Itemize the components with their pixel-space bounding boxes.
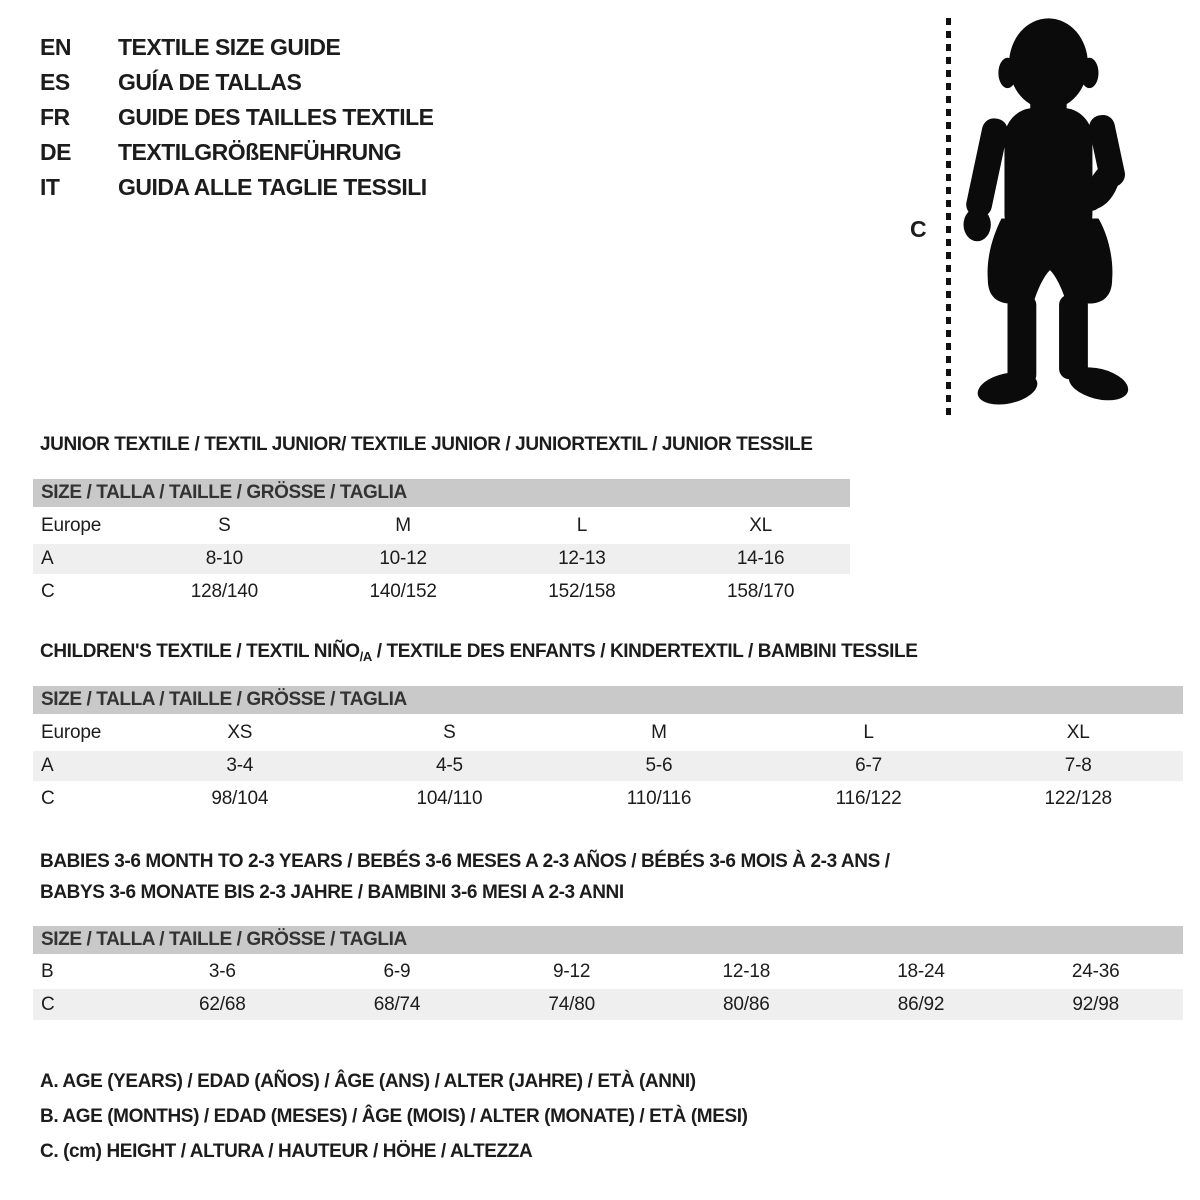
- lang-row-es: [40, 65, 434, 100]
- value-cell: 128/140: [190, 581, 259, 602]
- lang-code: IT: [40, 174, 60, 200]
- size-cell: XS: [227, 721, 253, 743]
- size-cell: M: [395, 514, 411, 536]
- legend-line-a: A. AGE (YEARS) / EDAD (AÑOS) / ÂGE (ANS) / ALTER (JAHRE) / ETÀ (ANNI): [40, 1070, 696, 1092]
- value-cell: 10-12: [379, 548, 427, 569]
- lang-title: GUIDA ALLE TAGLIE TESSILI: [118, 174, 427, 200]
- babies-title-line2: BABYS 3-6 MONATE BIS 2-3 JAHRE / BAMBINI 3-6 MESI A 2-3 ANNI: [40, 882, 624, 903]
- lang-code: DE: [40, 139, 71, 165]
- lang-row-fr: [40, 100, 434, 135]
- value-cell: 152/158: [548, 581, 616, 602]
- value-cell: 98/104: [211, 788, 269, 809]
- value-cell: 110/116: [626, 788, 692, 809]
- babies-size-table: [33, 926, 1183, 1020]
- value-cell: 18-24: [897, 960, 945, 982]
- size-cell: S: [443, 721, 456, 743]
- children-height-row: [33, 781, 1183, 817]
- lang-row-it: [40, 170, 434, 205]
- lang-title: TEXTILGRÖßENFÜHRUNG: [118, 139, 402, 165]
- size-cell: XL: [1066, 721, 1090, 743]
- value-cell: 116/122: [835, 788, 902, 809]
- row-label: A: [41, 755, 54, 776]
- lang-title: GUÍA DE TALLAS: [118, 69, 302, 95]
- junior-size-table: [33, 479, 850, 610]
- value-cell: 5-6: [645, 755, 673, 776]
- row-label: C: [41, 581, 55, 602]
- lang-title: TEXTILE SIZE GUIDE: [118, 34, 341, 60]
- legend-line-b: B. AGE (MONTHS) / EDAD (MESES) / ÂGE (MOIS) / ALTER (MONATE) / ETÀ (MESI): [40, 1105, 748, 1127]
- babies-size-header-bar: SIZE / TALLA / TAILLE / GRÖSSE / TAGLIA: [33, 926, 1183, 954]
- size-cell: S: [218, 514, 231, 536]
- lang-title: GUIDE DES TAILLES TEXTILE: [118, 104, 434, 130]
- row-label: C: [41, 993, 55, 1015]
- value-cell: 14-16: [736, 548, 785, 569]
- children-size-header-bar: SIZE / TALLA / TAILLE / GRÖSSE / TAGLIA: [33, 686, 1183, 714]
- junior-section-title: JUNIOR TEXTILE / TEXTIL JUNIOR/ TEXTILE JUNIOR / JUNIORTEXTIL / JUNIOR TESSILE: [40, 434, 813, 455]
- value-cell: 86/92: [897, 993, 945, 1015]
- size-cell: L: [576, 514, 588, 536]
- height-measure-dashed-line: [946, 18, 951, 416]
- row-label: B: [41, 960, 54, 982]
- value-cell: 104/110: [416, 788, 483, 809]
- value-cell: 3-6: [208, 960, 236, 982]
- lang-code: EN: [40, 34, 71, 60]
- children-title-part1: CHILDREN'S TEXTILE / TEXTIL NIÑO: [40, 641, 360, 662]
- junior-height-row: [33, 574, 850, 610]
- children-title-subscript: /A: [359, 649, 372, 664]
- size-cell: XL: [749, 514, 773, 536]
- value-cell: 62/68: [199, 993, 246, 1015]
- size-cell: M: [651, 721, 667, 743]
- value-cell: 24-36: [1071, 960, 1120, 982]
- toddler-silhouette-icon: [962, 12, 1144, 416]
- junior-europe-row: [33, 507, 850, 544]
- lang-code: ES: [40, 69, 70, 95]
- lang-row-en: [40, 30, 434, 65]
- value-cell: 12-13: [558, 548, 606, 569]
- lang-code: FR: [40, 104, 70, 130]
- babies-title-line1: BABIES 3-6 MONTH TO 2-3 YEARS / BEBÉS 3-6 MESES A 2-3 AÑOS / BÉBÉS 3-6 MOIS À 2-3 ANS /: [40, 851, 890, 872]
- value-cell: 92/98: [1072, 993, 1119, 1015]
- babies-months-row: [33, 954, 1183, 989]
- height-measure-label: C: [910, 216, 927, 242]
- junior-size-header-bar: SIZE / TALLA / TAILLE / GRÖSSE / TAGLIA: [33, 479, 850, 507]
- value-cell: 4-5: [435, 755, 463, 776]
- value-cell: 74/80: [548, 993, 595, 1015]
- measurement-legend: [40, 1064, 748, 1169]
- children-section-title: [40, 641, 917, 663]
- value-cell: 122/128: [1044, 788, 1112, 809]
- size-cell: L: [863, 721, 874, 743]
- row-label: C: [41, 788, 55, 809]
- language-title-block: [40, 30, 434, 205]
- value-cell: 80/86: [723, 993, 770, 1015]
- children-title-part2: / TEXTILE DES ENFANTS / KINDERTEXTIL / BAMBINI TESSILE: [371, 641, 918, 662]
- value-cell: 9-12: [553, 960, 591, 982]
- babies-height-row: [33, 989, 1183, 1020]
- value-cell: 6-7: [855, 755, 883, 776]
- children-size-table: [33, 686, 1183, 817]
- value-cell: 68/74: [373, 993, 421, 1015]
- value-cell: 140/152: [369, 581, 437, 602]
- babies-section-title: [40, 846, 890, 908]
- value-cell: 6-9: [383, 960, 411, 982]
- value-cell: 12-18: [722, 960, 771, 982]
- value-cell: 158/170: [726, 581, 795, 602]
- children-europe-row: [33, 714, 1183, 751]
- value-cell: 8-10: [205, 548, 243, 569]
- value-cell: 3-4: [226, 755, 254, 776]
- lang-row-de: [40, 135, 434, 170]
- row-label: A: [41, 548, 54, 569]
- row-label: Europe: [41, 721, 102, 743]
- row-label: Europe: [41, 514, 102, 536]
- legend-line-c: C. (cm) HEIGHT / ALTURA / HAUTEUR / HÖHE / ALTEZZA: [40, 1140, 533, 1162]
- value-cell: 7-8: [1064, 755, 1092, 776]
- children-age-row: [33, 751, 1183, 781]
- junior-age-row: [33, 544, 850, 574]
